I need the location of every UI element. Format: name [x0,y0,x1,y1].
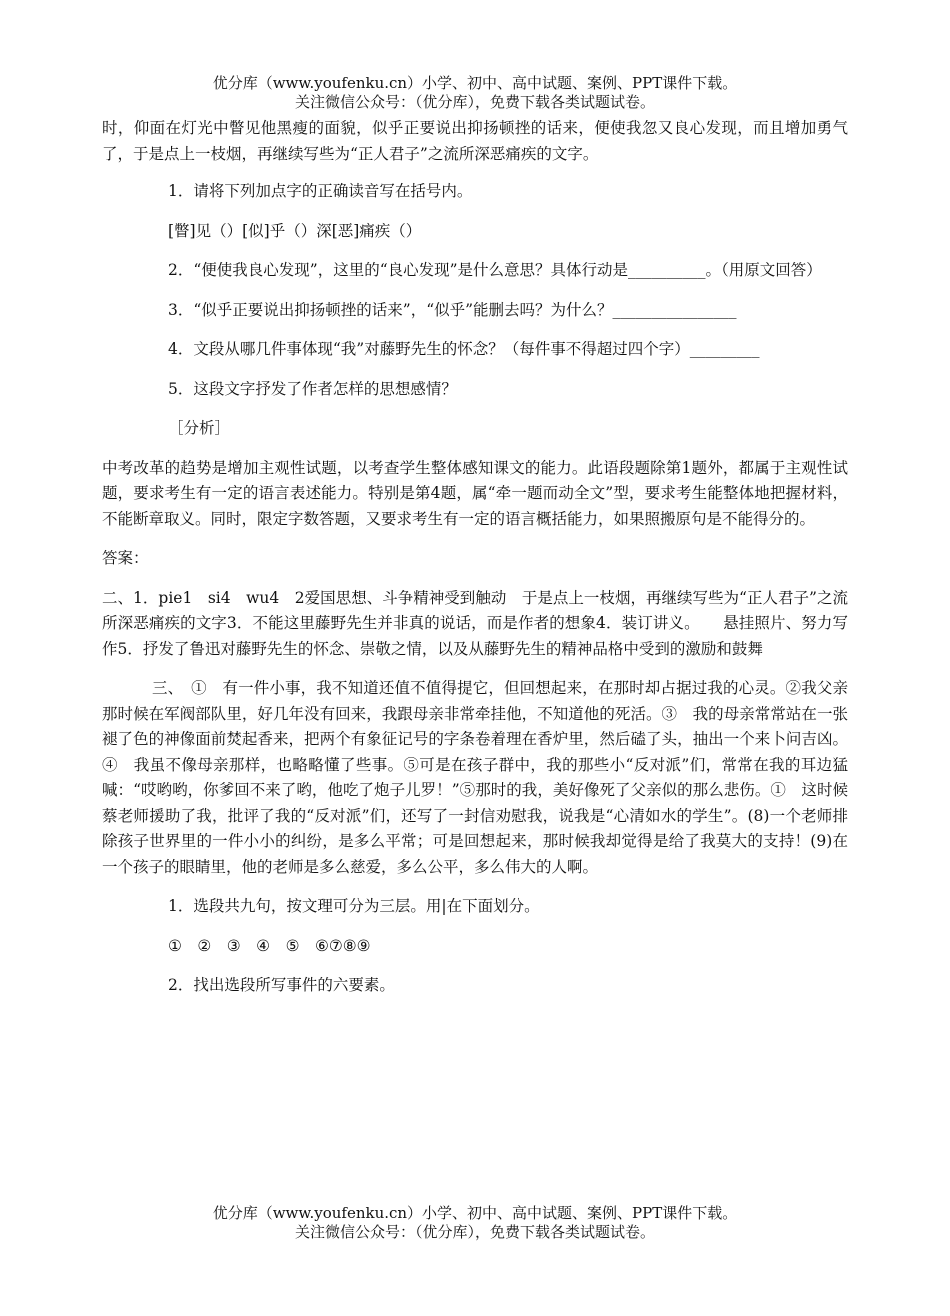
page-footer [0,1204,950,1242]
intro-paragraph: 时，仰面在灯光中瞥见他黑瘦的面貌，似乎正要说出抑扬顿挫的话来，便使我忽又良心发现，而且增加勇气了，于是点上一枝烟，再继续写些为“正人君子”之流所深恶痛疾的文字。 [102,119,848,163]
analysis-label: ［分析］ [168,419,231,437]
header-line-2: 关注微信公众号：（优分库），免费下载各类试题试卷。 [294,93,655,111]
question-2: 2．“便使我良心发现”，这里的“良心发现”是什么意思？具体行动是__________。（用原文回答） [168,261,822,279]
answer-paragraph: 二、1．pie1 si4 wu4 2爱国思想、斗争精神受到触动 于是点上一枝烟，再继续写些为“正人君子”之流所深恶痛疾的文字3．不能这里藤野先生并非真的说话，而是作者的想象4．装订讲义。 悬挂照片、努力写作5．抒发了鲁迅对藤野先生的怀念、崇敬之情，以及从藤野先生的精神品格中受到的激励和鼓舞 [102,588,848,658]
question-3: 3．“似乎正要说出抑扬顿挫的话来”，“似乎”能删去吗？为什么？________________ [168,300,737,319]
header-line-1: 优分库（www.youfenku.cn）小学、初中、高中试题、案例、PPT课件下载。 [212,74,738,92]
page-header [0,74,950,112]
answer-label: 答案： [102,549,149,567]
analysis-paragraph: 中考改革的趋势是增加主观性试题，以考查学生整体感知课文的能力。此语段题除第1题外，都属于主观性试题，要求考生有一定的语言表述能力。特别是第4题，属“牵一题而动全文”型，要求考生能整体地把握材料，不能断章取义。同时，限定字数答题，又要求考生有一定的语言概括能力，如果照搬原句是不能得分的。 [102,458,848,528]
section-3-passage: 三、 ① 有一件小事，我不知道还值不值得提它，但回想起来，在那时却占据过我的心灵。②我父亲那时候在军阀部队里，好几年没有回来，我跟母亲非常牵挂他，不知道他的死活。③ 我的母亲常常站在一张褪了色的神像面前焚起香来，把两个有象征记号的字条卷着理在香炉里，然后磕了头，抽出一个来卜问吉凶。④ 我虽不像母亲那样，也略略懂了些事。⑤可是在孩子群中，我的那些小“反对派”们，常常在我的耳边猛喊：“哎哟哟，你爹回不来了哟，他吃了炮子儿罗！”⑤那时的我，美好像死了父亲似的那么悲伤。① 这时候蔡老师援助了我，批评了我的“反对派”们，还写了一封信劝慰我，说我是“心清如水的学生”。(8)一个老师排除孩子世界里的一件小小的纠纷，是多么平常；可是回想起来，那时候我却觉得是给了我莫大的支持！(9)在一个孩子的眼睛里，他的老师是多么慈爱，多么公平，多么伟大的人啊。 [102,679,848,876]
section-3-sentence-marks: ① ② ③ ④ ⑤ ⑥⑦⑧⑨ [168,936,371,955]
question-4: 4．文段从哪几件事体现“我”对藤野先生的怀念？（每件事不得超过四个字）_________ [168,340,760,358]
document-body [102,116,848,999]
section-3-question-1: 1．选段共九句，按文理可分为三层。用|在下面划分。 [168,897,540,915]
question-5: 5．这段文字抒发了作者怎样的思想感情？ [168,379,457,398]
question-1: 1．请将下列加点字的正确读音写在括号内。 [168,182,473,200]
footer-line-2: 关注微信公众号：（优分库），免费下载各类试题试卷。 [294,1223,655,1241]
section-3-question-2: 2．找出选段所写事件的六要素。 [168,976,395,994]
question-1-items: [瞥]见（）[似]乎（）深[恶]痛疾（） [168,221,422,240]
footer-line-1: 优分库（www.youfenku.cn）小学、初中、高中试题、案例、PPT课件下载。 [212,1204,738,1222]
